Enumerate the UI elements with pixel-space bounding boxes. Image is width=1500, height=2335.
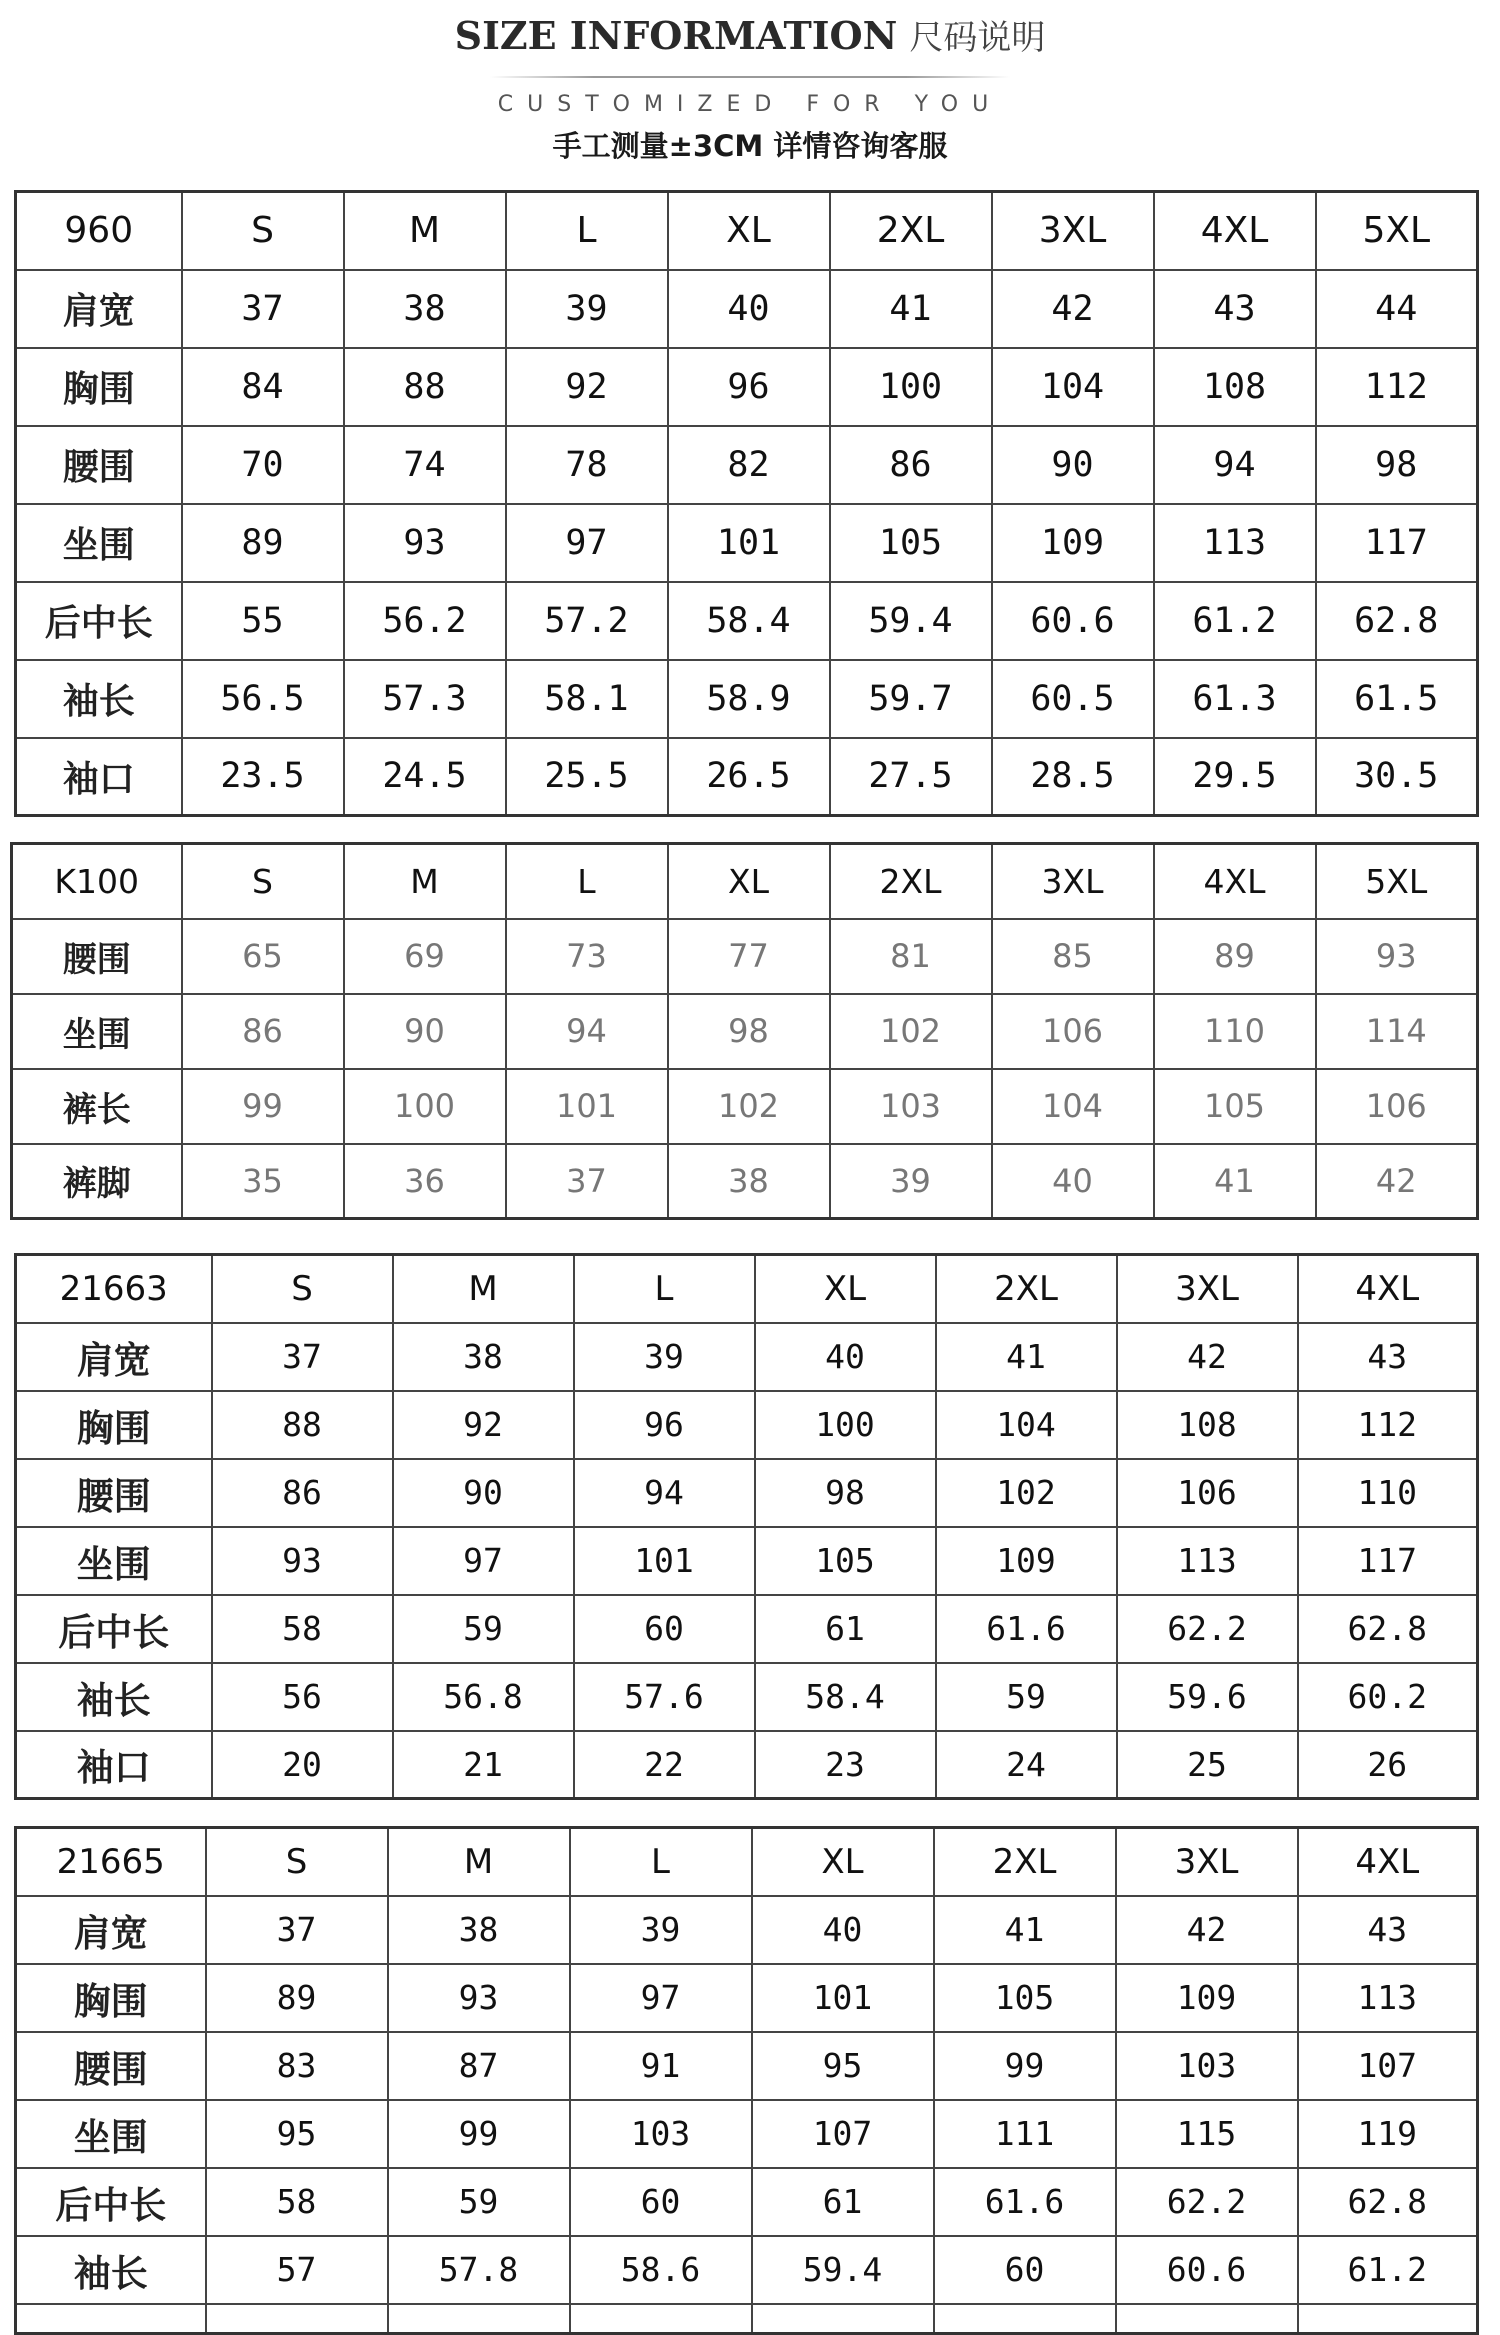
measurement-value: 105 — [830, 504, 992, 582]
measurement-value: 108 — [1117, 1391, 1298, 1459]
measurement-value: 114 — [1316, 994, 1478, 1069]
measurement-value: 82 — [668, 426, 830, 504]
measurement-value: 61.3 — [1154, 660, 1316, 738]
size-column-header: XL — [668, 844, 830, 919]
size-column-header: 2XL — [936, 1255, 1117, 1323]
measurement-value: 96 — [574, 1391, 755, 1459]
measurement-row — [16, 582, 1478, 660]
measurement-value: 42 — [1116, 1896, 1298, 1964]
measurement-value: 89 — [1154, 919, 1316, 994]
size-column-header: 4XL — [1298, 1828, 1478, 1896]
measurement-value: 98 — [668, 994, 830, 1069]
cropped-cell — [934, 2304, 1116, 2334]
size-header-row — [12, 844, 1478, 919]
measurement-value: 88 — [212, 1391, 393, 1459]
measurement-value: 59 — [936, 1663, 1117, 1731]
measurement-row — [16, 1323, 1478, 1391]
measurement-value: 42 — [992, 270, 1154, 348]
measurement-value: 57.3 — [344, 660, 506, 738]
measurement-value: 23.5 — [182, 738, 344, 816]
measurement-value: 39 — [570, 1896, 752, 1964]
measurement-label: 胸围 — [16, 348, 182, 426]
measurement-value: 39 — [574, 1323, 755, 1391]
measurement-value: 57 — [206, 2236, 388, 2304]
measurement-value: 58.4 — [755, 1663, 936, 1731]
measurement-label: 后中长 — [16, 582, 182, 660]
measurement-value: 93 — [1316, 919, 1478, 994]
measurement-row — [16, 1595, 1478, 1663]
measurement-row — [16, 2168, 1478, 2236]
size-column-header: M — [388, 1828, 570, 1896]
measurement-value: 61.2 — [1154, 582, 1316, 660]
measurement-value: 41 — [830, 270, 992, 348]
measurement-value: 88 — [344, 348, 506, 426]
measurement-value: 61.2 — [1298, 2236, 1478, 2304]
size-column-header: XL — [668, 192, 830, 270]
measurement-value: 56.5 — [182, 660, 344, 738]
measurement-value: 104 — [992, 1069, 1154, 1144]
measurement-value: 58 — [206, 2168, 388, 2236]
measurement-row — [12, 919, 1478, 994]
measurement-value: 41 — [1154, 1144, 1316, 1219]
size-column-header: S — [212, 1255, 393, 1323]
measurement-label: 后中长 — [16, 2168, 206, 2236]
size-column-header: 2XL — [830, 844, 992, 919]
size-column-header: 5XL — [1316, 192, 1478, 270]
title-divider — [490, 76, 1010, 78]
measurement-value: 77 — [668, 919, 830, 994]
measurement-value: 109 — [992, 504, 1154, 582]
measurement-value: 43 — [1154, 270, 1316, 348]
measurement-value: 24 — [936, 1731, 1117, 1799]
measurement-value: 101 — [668, 504, 830, 582]
size-column-header: S — [182, 844, 344, 919]
measurement-value: 109 — [1116, 1964, 1298, 2032]
measurement-value: 94 — [1154, 426, 1316, 504]
measurement-value: 26 — [1298, 1731, 1478, 1799]
measurement-value: 90 — [393, 1459, 574, 1527]
measurement-label: 肩宽 — [16, 1896, 206, 1964]
measurement-value: 69 — [344, 919, 506, 994]
measurement-value: 92 — [506, 348, 668, 426]
measurement-label: 袖口 — [16, 738, 182, 816]
measurement-value: 29.5 — [1154, 738, 1316, 816]
cropped-cell — [752, 2304, 934, 2334]
size-column-header: L — [506, 844, 668, 919]
cropped-cell — [388, 2304, 570, 2334]
measurement-value: 58.1 — [506, 660, 668, 738]
measurement-value: 102 — [668, 1069, 830, 1144]
measurement-value: 27.5 — [830, 738, 992, 816]
measurement-value: 102 — [936, 1459, 1117, 1527]
measurement-value: 113 — [1154, 504, 1316, 582]
measurement-value: 56.8 — [393, 1663, 574, 1731]
measurement-value: 43 — [1298, 1323, 1478, 1391]
measurement-value: 93 — [388, 1964, 570, 2032]
measurement-value: 55 — [182, 582, 344, 660]
size-column-header: 4XL — [1154, 192, 1316, 270]
measurement-label: 坐围 — [16, 504, 182, 582]
measurement-value: 42 — [1117, 1323, 1298, 1391]
measurement-value: 58.4 — [668, 582, 830, 660]
measurement-row — [16, 348, 1478, 426]
size-column-header: L — [506, 192, 668, 270]
measurement-value: 70 — [182, 426, 344, 504]
measurement-value: 59.7 — [830, 660, 992, 738]
measurement-value: 59.4 — [752, 2236, 934, 2304]
measurement-value: 62.8 — [1298, 1595, 1478, 1663]
measurement-value: 107 — [1298, 2032, 1478, 2100]
measurement-label: 胸围 — [16, 1964, 206, 2032]
measurement-value: 58 — [212, 1595, 393, 1663]
measurement-value: 85 — [992, 919, 1154, 994]
measurement-value: 95 — [752, 2032, 934, 2100]
style-code: 960 — [16, 192, 182, 270]
subtitle-english: CUSTOMIZED FOR YOU — [497, 92, 1003, 117]
measurement-value: 44 — [1316, 270, 1478, 348]
measurement-value: 60 — [934, 2236, 1116, 2304]
measurement-value: 74 — [344, 426, 506, 504]
measurement-value: 56.2 — [344, 582, 506, 660]
measurement-value: 93 — [344, 504, 506, 582]
size-column-header: 4XL — [1298, 1255, 1478, 1323]
title-english: SIZE INFORMATION — [454, 13, 898, 58]
measurement-value: 61.5 — [1316, 660, 1478, 738]
measurement-value: 97 — [393, 1527, 574, 1595]
size-info-header — [0, 0, 1500, 180]
measurement-value: 42 — [1316, 1144, 1478, 1219]
size-column-header: S — [206, 1828, 388, 1896]
measurement-value: 38 — [668, 1144, 830, 1219]
measurement-value: 92 — [393, 1391, 574, 1459]
size-column-header: 3XL — [1117, 1255, 1298, 1323]
measurement-value: 86 — [830, 426, 992, 504]
measurement-value: 91 — [570, 2032, 752, 2100]
measurement-value: 102 — [830, 994, 992, 1069]
measurement-value: 24.5 — [344, 738, 506, 816]
measurement-value: 40 — [668, 270, 830, 348]
cropped-cell — [570, 2304, 752, 2334]
cropped-row — [16, 2304, 1478, 2334]
measurement-value: 59 — [388, 2168, 570, 2236]
measurement-value: 106 — [992, 994, 1154, 1069]
measurement-label: 后中长 — [16, 1595, 212, 1663]
measurement-value: 56 — [212, 1663, 393, 1731]
measurement-value: 25 — [1117, 1731, 1298, 1799]
measurement-value: 117 — [1298, 1527, 1478, 1595]
measurement-label: 裤脚 — [12, 1144, 182, 1219]
measurement-value: 81 — [830, 919, 992, 994]
measurement-row — [16, 2236, 1478, 2304]
measurement-value: 117 — [1316, 504, 1478, 582]
measurement-value: 98 — [1316, 426, 1478, 504]
measurement-value: 30.5 — [1316, 738, 1478, 816]
size-column-header: XL — [755, 1255, 936, 1323]
size-column-header: 4XL — [1154, 844, 1316, 919]
measurement-row — [16, 660, 1478, 738]
measurement-label: 肩宽 — [16, 1323, 212, 1391]
measurement-value: 61 — [752, 2168, 934, 2236]
measurement-value: 86 — [182, 994, 344, 1069]
size-column-header: 2XL — [934, 1828, 1116, 1896]
measurement-value: 21 — [393, 1731, 574, 1799]
measurement-value: 101 — [574, 1527, 755, 1595]
measurement-row — [16, 1663, 1478, 1731]
size-column-header: M — [344, 192, 506, 270]
title-chinese: 尺码说明 — [909, 18, 1046, 58]
measurement-value: 58.9 — [668, 660, 830, 738]
measurement-value: 98 — [755, 1459, 936, 1527]
measurement-value: 60.6 — [992, 582, 1154, 660]
measurement-value: 110 — [1298, 1459, 1478, 1527]
measurement-row — [16, 1391, 1478, 1459]
measurement-value: 86 — [212, 1459, 393, 1527]
measurement-value: 62.8 — [1316, 582, 1478, 660]
measurement-label: 腰围 — [16, 1459, 212, 1527]
measurement-value: 94 — [506, 994, 668, 1069]
measurement-value: 100 — [755, 1391, 936, 1459]
style-code: 21663 — [16, 1255, 212, 1323]
measurement-value: 59.4 — [830, 582, 992, 660]
measurement-row — [16, 738, 1478, 816]
measurement-value: 73 — [506, 919, 668, 994]
measurement-value: 94 — [574, 1459, 755, 1527]
measurement-row — [16, 1459, 1478, 1527]
measurement-value: 62.2 — [1116, 2168, 1298, 2236]
measurement-value: 40 — [992, 1144, 1154, 1219]
measurement-row — [16, 504, 1478, 582]
size-column-header: 3XL — [1116, 1828, 1298, 1896]
measurement-value: 62.8 — [1298, 2168, 1478, 2236]
measurement-value: 37 — [506, 1144, 668, 1219]
measurement-value: 90 — [344, 994, 506, 1069]
style-code: 21665 — [16, 1828, 206, 1896]
measurement-value: 37 — [212, 1323, 393, 1391]
measurement-value: 90 — [992, 426, 1154, 504]
measurement-label: 胸围 — [16, 1391, 212, 1459]
measurement-value: 83 — [206, 2032, 388, 2100]
measurement-value: 113 — [1117, 1527, 1298, 1595]
measurement-value: 43 — [1298, 1896, 1478, 1964]
measurement-value: 84 — [182, 348, 344, 426]
measurement-value: 61.6 — [936, 1595, 1117, 1663]
measurement-value: 96 — [668, 348, 830, 426]
measurement-value: 113 — [1298, 1964, 1478, 2032]
measurement-value: 112 — [1298, 1391, 1478, 1459]
size-column-header: L — [574, 1255, 755, 1323]
measurement-value: 107 — [752, 2100, 934, 2168]
measurement-value: 97 — [570, 1964, 752, 2032]
measurement-value: 95 — [206, 2100, 388, 2168]
measurement-value: 119 — [1298, 2100, 1478, 2168]
size-header-row — [16, 1255, 1478, 1323]
measurement-label: 坐围 — [16, 1527, 212, 1595]
measurement-value: 65 — [182, 919, 344, 994]
measurement-row — [16, 1964, 1478, 2032]
measurement-row — [16, 1731, 1478, 1799]
measurement-value: 108 — [1154, 348, 1316, 426]
measurement-row — [16, 1896, 1478, 1964]
measurement-value: 60.6 — [1116, 2236, 1298, 2304]
size-column-header: XL — [752, 1828, 934, 1896]
measurement-row — [16, 270, 1478, 348]
measurement-label: 坐围 — [12, 994, 182, 1069]
measurement-value: 104 — [992, 348, 1154, 426]
measurement-value: 110 — [1154, 994, 1316, 1069]
measurement-value: 36 — [344, 1144, 506, 1219]
measurement-value: 40 — [752, 1896, 934, 1964]
measurement-value: 112 — [1316, 348, 1478, 426]
size-header-row — [16, 192, 1478, 270]
measurement-value: 93 — [212, 1527, 393, 1595]
measurement-value: 60.5 — [992, 660, 1154, 738]
size-table-21663 — [14, 1253, 1479, 1800]
style-code: K100 — [12, 844, 182, 919]
measurement-value: 37 — [206, 1896, 388, 1964]
measurement-value: 87 — [388, 2032, 570, 2100]
measurement-value: 103 — [1116, 2032, 1298, 2100]
measurement-value: 25.5 — [506, 738, 668, 816]
measurement-value: 103 — [830, 1069, 992, 1144]
measurement-row — [16, 1527, 1478, 1595]
measurement-row — [16, 2100, 1478, 2168]
measurement-label: 腰围 — [12, 919, 182, 994]
measurement-value: 99 — [934, 2032, 1116, 2100]
measurement-value: 106 — [1117, 1459, 1298, 1527]
size-header-row — [16, 1828, 1478, 1896]
measurement-value: 26.5 — [668, 738, 830, 816]
measurement-value: 23 — [755, 1731, 936, 1799]
measurement-label: 腰围 — [16, 2032, 206, 2100]
measurement-value: 37 — [182, 270, 344, 348]
size-column-header: 5XL — [1316, 844, 1478, 919]
measurement-value: 89 — [206, 1964, 388, 2032]
measurement-value: 39 — [506, 270, 668, 348]
measurement-value: 60 — [574, 1595, 755, 1663]
cropped-cell — [206, 2304, 388, 2334]
measurement-value: 97 — [506, 504, 668, 582]
size-table-k100 — [10, 842, 1479, 1220]
measurement-note: 手工测量±3CM 详情咨询客服 — [552, 129, 948, 163]
measurement-label: 袖口 — [16, 1731, 212, 1799]
measurement-value: 101 — [752, 1964, 934, 2032]
measurement-row — [16, 426, 1478, 504]
measurement-value: 57.2 — [506, 582, 668, 660]
measurement-value: 41 — [934, 1896, 1116, 1964]
measurement-value: 22 — [574, 1731, 755, 1799]
page-title — [0, 10, 1500, 59]
measurement-value: 60 — [570, 2168, 752, 2236]
measurement-label: 腰围 — [16, 426, 182, 504]
measurement-value: 111 — [934, 2100, 1116, 2168]
size-column-header: S — [182, 192, 344, 270]
cropped-cell — [16, 2304, 206, 2334]
size-column-header: 2XL — [830, 192, 992, 270]
measurement-value: 109 — [936, 1527, 1117, 1595]
measurement-row — [12, 1069, 1478, 1144]
measurement-row — [12, 994, 1478, 1069]
size-column-header: M — [393, 1255, 574, 1323]
measurement-value: 61 — [755, 1595, 936, 1663]
size-column-header: M — [344, 844, 506, 919]
measurement-label: 坐围 — [16, 2100, 206, 2168]
measurement-value: 58.6 — [570, 2236, 752, 2304]
measurement-value: 115 — [1116, 2100, 1298, 2168]
measurement-label: 肩宽 — [16, 270, 182, 348]
measurement-value: 57.6 — [574, 1663, 755, 1731]
measurement-value: 105 — [755, 1527, 936, 1595]
measurement-value: 106 — [1316, 1069, 1478, 1144]
measurement-value: 38 — [344, 270, 506, 348]
measurement-value: 35 — [182, 1144, 344, 1219]
measurement-value: 78 — [506, 426, 668, 504]
measurement-value: 61.6 — [934, 2168, 1116, 2236]
measurement-value: 103 — [570, 2100, 752, 2168]
measurement-value: 38 — [393, 1323, 574, 1391]
measurement-value: 100 — [344, 1069, 506, 1144]
measurement-value: 105 — [934, 1964, 1116, 2032]
measurement-value: 100 — [830, 348, 992, 426]
size-column-header: 3XL — [992, 192, 1154, 270]
measurement-label: 袖长 — [16, 660, 182, 738]
measurement-row — [16, 2032, 1478, 2100]
size-table-960 — [14, 190, 1479, 817]
cropped-cell — [1298, 2304, 1478, 2334]
measurement-value: 20 — [212, 1731, 393, 1799]
measurement-value: 101 — [506, 1069, 668, 1144]
measurement-value: 59 — [393, 1595, 574, 1663]
measurement-value: 89 — [182, 504, 344, 582]
measurement-value: 59.6 — [1117, 1663, 1298, 1731]
size-table-21665 — [14, 1826, 1479, 2335]
measurement-value: 38 — [388, 1896, 570, 1964]
measurement-value: 39 — [830, 1144, 992, 1219]
measurement-value: 41 — [936, 1323, 1117, 1391]
measurement-value: 62.2 — [1117, 1595, 1298, 1663]
measurement-label: 裤长 — [12, 1069, 182, 1144]
measurement-value: 40 — [755, 1323, 936, 1391]
measurement-value: 60.2 — [1298, 1663, 1478, 1731]
size-column-header: L — [570, 1828, 752, 1896]
measurement-value: 99 — [182, 1069, 344, 1144]
measurement-label: 袖长 — [16, 1663, 212, 1731]
measurement-row — [12, 1144, 1478, 1219]
measurement-label: 袖长 — [16, 2236, 206, 2304]
measurement-value: 105 — [1154, 1069, 1316, 1144]
measurement-value: 104 — [936, 1391, 1117, 1459]
measurement-value: 99 — [388, 2100, 570, 2168]
size-column-header: 3XL — [992, 844, 1154, 919]
cropped-cell — [1116, 2304, 1298, 2334]
measurement-value: 57.8 — [388, 2236, 570, 2304]
measurement-value: 28.5 — [992, 738, 1154, 816]
